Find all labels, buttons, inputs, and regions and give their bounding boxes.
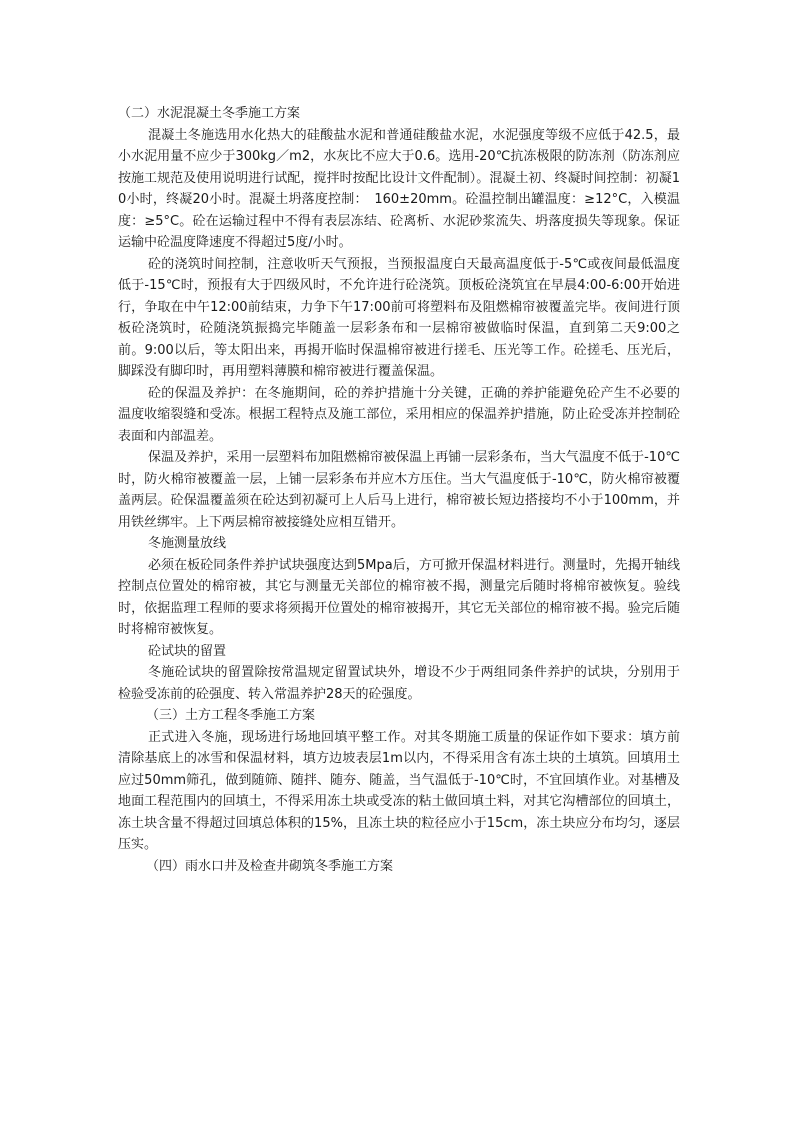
section-heading-earthwork: （三）土方工程冬季施工方案: [146, 708, 316, 723]
paragraph-test-blocks: 冬施砼试块的留置除按常温规定留置试块外，增设不少于两组同条件养护的试块，分别用于检验受冻前的砼强度、转入常温养护28天的砼强度。: [118, 665, 680, 702]
paragraph-survey: 必须在板砼同条件养护试块强度达到5Mpa后，方可掀开保温材料进行。测量时，先揭开轴线控制点位置处的棉帘被，其它与测量无关部位的棉帘被不揭，测量完后随时将棉帘被恢复。验线时，依据监理工程师的要求将须揭开位置处的棉帘被揭开，其它无关部位的棉帘被不揭。验完后随时将棉帘被恢复。: [118, 557, 680, 637]
section-heading-masonry: （四）雨水口井及检查井砌筑冬季施工方案: [146, 858, 394, 874]
document-body: [118, 103, 680, 877]
paragraph-curing: 砼的保温及养护：在冬施期间，砼的养护措施十分关键，正确的养护能避免砼产生不必要的温度收缩裂缝和受冻。根据工程特点及施工部位，采用相应的保温养护措施，防止砼受冻并控制砼表面和内部温差。: [118, 385, 680, 444]
section-heading-concrete: （二）水泥混凝土冬季施工方案: [118, 106, 301, 121]
paragraph-insulation: 保温及养护，采用一层塑料布加阻燃棉帘被保温上再铺一层彩条布，当大气温度不低于-10℃时，防火棉帘被覆盖一层，上铺一层彩条布并应木方压住。当大气温度低于-10℃，防火棉帘被覆盖两层。砼保温覆盖须在砼达到初凝可上人后马上进行，棉帘被长短边搭接均不小于100mm，并用铁丝绑牢。上下两层棉帘被接缝处应相互错开。: [118, 450, 680, 530]
paragraph-pouring-time: 砼的浇筑时间控制，注意收听天气预报，当预报温度白天最高温度低于-5℃或夜间最低温度低于-15℃时，预报有大于四级风时，不允许进行砼浇筑。顶板砼浇筑宜在早晨4:00-6:00开始进行，争取在中午12:00前结束，力争下午17:00前可将塑料布及阻燃棉帘被覆盖完毕。夜间进行顶板砼浇筑时，砼随浇筑振捣完毕随盖一层彩条布和一层棉帘被做临时保温，直到第二天9:00之前。9:00以后，等太阳出来，再揭开临时保温棉帘被进行搓毛、压光等工作。砼搓毛、压光后，脚踩没有脚印时，再用塑料薄膜和棉帘被进行覆盖保温。: [118, 256, 680, 379]
subheading-survey: 冬施测量放线: [148, 536, 227, 551]
subheading-test-blocks: 砼试块的留置: [148, 643, 227, 659]
paragraph-earthwork: 正式进入冬施，现场进行场地回填平整工作。对其冬期施工质量的保证作如下要求：填方前清除基底上的冰雪和保温材料，填方边坡表层1m以内，不得采用含有冻土块的土填筑。回填用土应过50mm筛孔，做到随筛、随拌、随夯、随盖，当气温低于-10℃时，不宜回填作业。对基槽及地面工程范围内的回填土，不得采用冻土块或受冻的粘土做回填土料，对其它沟槽部位的回填土，冻土块含量不得超过回填总体积的15%，且冻土块的粒径应小于15cm，冻土块应分布均匀，逐层压实。: [118, 729, 680, 852]
paragraph-cement-requirements: 混凝土冬施选用水化热大的硅酸盐水泥和普通硅酸盐水泥，水泥强度等级不应低于42.5，最小水泥用量不应少于300kg／m2，水灰比不应大于0.6。选用-20℃抗冻极限的防冻剂（防冻剂应按施工规范及使用说明进行试配，搅拌时按配比设计文件配制）。混凝土初、终凝时间控制：初凝10小时，终凝20小时。混凝土坍落度控制： 160±20mm。砼温控制出罐温度：≥12°C，入模温度：≥5°C。砼在运输过程中不得有表层冻结、砼离析、水泥砂浆流失、坍落度损失等现象。保证运输中砼温度降速度不得超过5度/小时。: [118, 127, 680, 250]
